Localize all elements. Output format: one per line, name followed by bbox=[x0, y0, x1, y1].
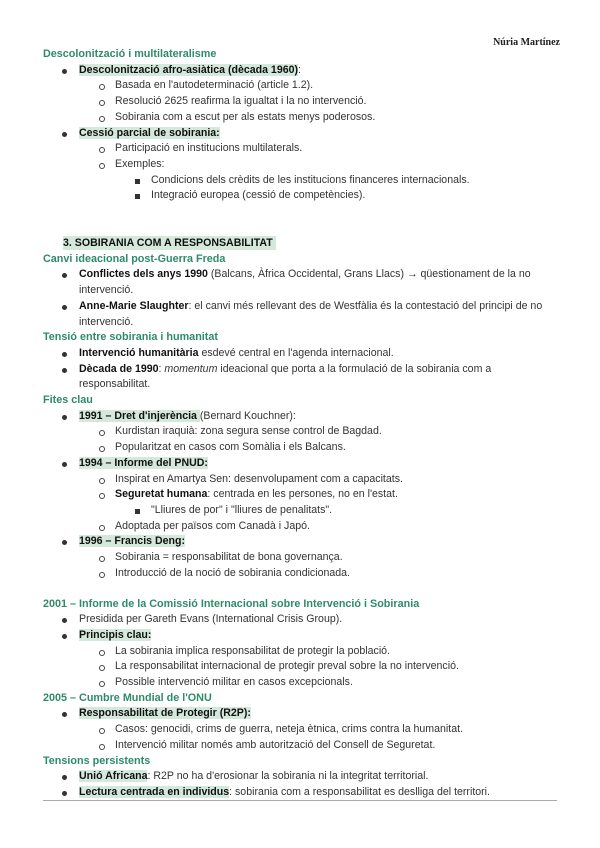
list-item: Cessió parcial de sobirania: bbox=[43, 126, 563, 142]
bullet-disc-icon bbox=[62, 368, 67, 373]
bullet-circle-icon bbox=[99, 650, 105, 656]
bullet-circle-icon bbox=[99, 665, 105, 671]
subheading-2005-summit: 2005 – Cumbre Mundial de l'ONU bbox=[43, 691, 212, 704]
list-item: Introducció de la noció de sobirania condicionada. bbox=[43, 566, 563, 582]
section-heading-decolonization: Descolonització i multilateralisme bbox=[43, 48, 217, 60]
list-item: Intervenció militar només amb autorització del Consell de Seguretat. bbox=[43, 738, 563, 754]
bullet-disc-icon bbox=[62, 791, 67, 796]
list-item: Possible intervenció militar en casos excepcionals. bbox=[43, 675, 563, 691]
list-item: Descolonització afro-asiàtica (dècada 1960): bbox=[43, 63, 563, 79]
bullet-square-icon bbox=[135, 179, 140, 184]
bullet-circle-icon bbox=[99, 116, 105, 122]
section-title-3: 3. SOBIRANIA COM A RESPONSABILITAT bbox=[43, 236, 563, 252]
list-item: Kurdistan iraquià: zona segura sense control de Bagdad. bbox=[43, 424, 563, 440]
list-item: La responsabilitat internacional de protegir preval sobre la no intervenció. bbox=[43, 659, 563, 675]
bullet-disc-icon bbox=[62, 305, 67, 310]
bullet-circle-icon bbox=[99, 681, 105, 687]
list-item: Presidida per Gareth Evans (International Crisis Group). bbox=[43, 612, 563, 628]
list-item: Inspirat en Amartya Sen: desenvolupament com a capacitats. bbox=[43, 472, 563, 488]
list-item: Resolució 2625 reafirma la igualtat i la no intervenció. bbox=[43, 94, 563, 110]
list-item: Conflictes dels anys 1990 (Balcans, Àfrica Occidental, Grans Llacs) → qüestionament de la no intervenció. bbox=[43, 267, 563, 298]
bullet-circle-icon bbox=[99, 572, 105, 578]
list-item: Exemples: bbox=[43, 157, 563, 173]
subheading-tensions: Tensions persistents bbox=[43, 754, 151, 767]
list-item: Dècada de 1990: momentum ideacional que porta a la formulació de la sobirania com a responsabilitat. bbox=[43, 362, 563, 393]
bullet-disc-icon bbox=[62, 712, 67, 717]
bullet-disc-icon bbox=[62, 540, 67, 545]
subheading-milestones: Fites clau bbox=[43, 394, 93, 407]
list-item: La sobirania implica responsabilitat de protegir la població. bbox=[43, 644, 563, 660]
bullet-disc-icon bbox=[62, 634, 67, 639]
bullet-circle-icon bbox=[99, 478, 105, 484]
bullet-circle-icon bbox=[99, 430, 105, 436]
bullet-circle-icon bbox=[99, 728, 105, 734]
bullet-square-icon bbox=[135, 194, 140, 199]
list-item: Unió Africana: R2P no ha d'erosionar la sobirania ni la integritat territorial. bbox=[43, 769, 563, 785]
bullet-circle-icon bbox=[99, 525, 105, 531]
bullet-circle-icon bbox=[99, 493, 105, 499]
list-item: Participació en institucions multilaterals. bbox=[43, 141, 563, 157]
bullet-disc-icon bbox=[62, 69, 67, 74]
subheading-ideational-change: Canvi ideacional post-Guerra Freda bbox=[43, 252, 226, 265]
list-item: 1994 – Informe del PNUD: bbox=[43, 456, 563, 472]
bullet-circle-icon bbox=[99, 84, 105, 90]
list-item: 1991 – Dret d'injerència (Bernard Kouchner): bbox=[43, 409, 563, 425]
list-item: Responsabilitat de Protegir (R2P): bbox=[43, 706, 563, 722]
bullet-disc-icon bbox=[62, 775, 67, 780]
bullet-circle-icon bbox=[99, 446, 105, 452]
list-item: Casos: genocidi, crims de guerra, neteja ètnica, crims contra la humanitat. bbox=[43, 722, 563, 738]
subheading-tension: Tensió entre sobirania i humanitat bbox=[43, 331, 218, 344]
list-item: Seguretat humana: centrada en les persones, no en l'estat. bbox=[43, 487, 563, 503]
list-item: "Lliures de por" i "lliures de penalitats". bbox=[43, 503, 563, 519]
list-item: Basada en l'autodeterminació (article 1.2). bbox=[43, 78, 563, 94]
bullet-disc-icon bbox=[62, 415, 67, 420]
subheading-2001-report: 2001 – Informe de la Comissió Internacional sobre Intervenció i Sobirania bbox=[43, 597, 420, 610]
bullet-square-icon bbox=[135, 509, 140, 514]
document-body bbox=[43, 47, 563, 801]
list-item: Lectura centrada en individus: sobirania com a responsabilitat es deslliga del territori. bbox=[43, 785, 563, 801]
bullet-circle-icon bbox=[99, 163, 105, 169]
list-item: Sobirania = responsabilitat de bona governança. bbox=[43, 550, 563, 566]
list-item: Popularitzat en casos com Somàlia i els Balcans. bbox=[43, 440, 563, 456]
list-item: Principis clau: bbox=[43, 628, 563, 644]
list-item: Anne-Marie Slaughter: el canvi més rellevant des de Westfàlia és la contestació del principi de no intervenció. bbox=[43, 299, 563, 330]
list-item: 1996 – Francis Deng: bbox=[43, 534, 563, 550]
bullet-circle-icon bbox=[99, 556, 105, 562]
author-name: Núria Martínez bbox=[493, 37, 560, 48]
list-item: Adoptada per països com Canadà i Japó. bbox=[43, 519, 563, 535]
bullet-disc-icon bbox=[62, 273, 67, 278]
list-item: Condicions dels crèdits de les institucions financeres internacionals. bbox=[43, 173, 563, 189]
bullet-disc-icon bbox=[62, 132, 67, 137]
bullet-disc-icon bbox=[62, 618, 67, 623]
bullet-circle-icon bbox=[99, 744, 105, 750]
bullet-circle-icon bbox=[99, 147, 105, 153]
bullet-circle-icon bbox=[99, 100, 105, 106]
list-item: Intervenció humanitària esdevé central en l'agenda internacional. bbox=[43, 346, 563, 362]
footer-divider bbox=[43, 800, 557, 801]
bullet-disc-icon bbox=[62, 462, 67, 467]
list-item: Sobirania com a escut per als estats menys poderosos. bbox=[43, 110, 563, 126]
bullet-disc-icon bbox=[62, 352, 67, 357]
list-item: Integració europea (cessió de competències). bbox=[43, 188, 563, 204]
